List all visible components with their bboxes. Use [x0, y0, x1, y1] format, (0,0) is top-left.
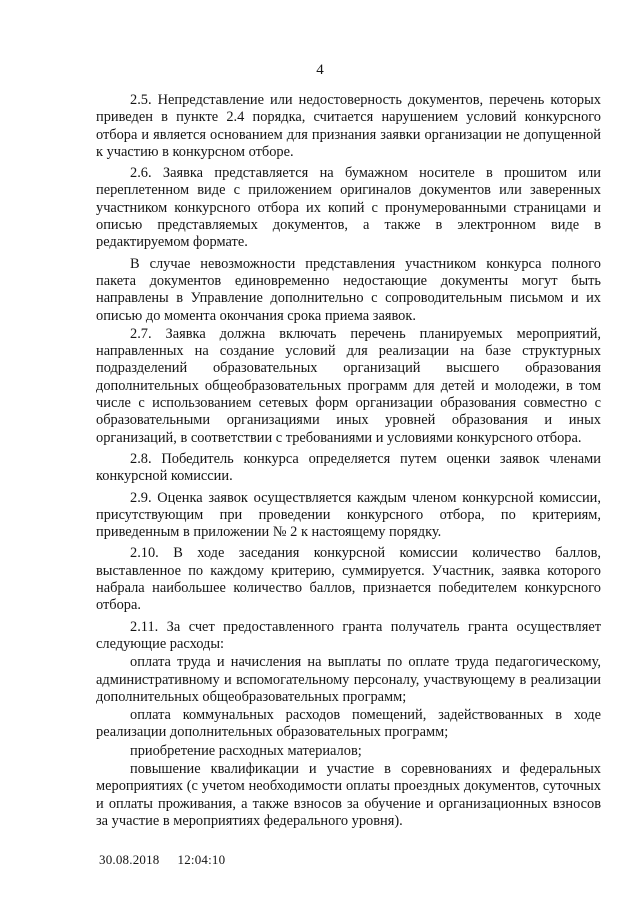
footer-time: 12:04:10 — [177, 852, 226, 867]
expense-item-utilities: оплата коммунальных расходов помещений, задействованных в ходе реализации дополнительных образовательных программ; — [96, 707, 601, 741]
footer-timestamp — [99, 852, 225, 868]
expense-item-salaries: оплата труда и начисления на выплаты по оплате труда педагогическому, административному и вспомогательному персоналу, участвующему в реализации дополнительных общеобразовательных программ; — [96, 654, 601, 705]
paragraph-2-8: 2.8. Победитель конкурса определяется путем оценки заявок членами конкурсной комиссии. — [96, 450, 601, 485]
document-body — [96, 92, 601, 830]
paragraph-2-5: 2.5. Непредставление или недостоверность документов, перечень которых приведен в пункте 2.4 порядка, считается нарушением условий конкурсного отбора и является основанием для признания заявки организации не допущенной к участию в конкурсном отборе. — [96, 92, 601, 160]
footer-date: 30.08.2018 — [99, 852, 160, 867]
page-number: 4 — [316, 62, 324, 78]
paragraph-2-9: 2.9. Оценка заявок осуществляется каждым членом конкурсной комиссии, присутствующим при проведении конкурсного отбора, по критериям, приведенным в приложении № 2 к настоящему порядку. — [96, 489, 601, 541]
paragraph-2-10: 2.10. В ходе заседания конкурсной комиссии количество баллов, выставленное по каждому критерию, суммируется. Участник, заявка которого набрала наибольшее количество баллов, признается победителем конкурсного отбора. — [96, 545, 601, 614]
expense-item-training: повышение квалификации и участие в соревнованиях и федеральных мероприятиях (с учетом необходимости оплаты проездных документов, суточных и оплаты проживания, а также взносов за обучение и организационных взносов за участие в мероприятиях федерального уровня). — [96, 760, 601, 829]
paragraph-2-7: 2.7. Заявка должна включать перечень планируемых мероприятий, направленных на создание условий для реализации на базе структурных подразделений образовательных организаций высшего образования дополнительных общеобразовательных программ для детей и молодежи, в том числе с использованием сетевых форм организации образования совместно с образовательными организациями иных уровней образования и иных организаций, в соответствии с требованиями и условиями конкурсного отбора. — [96, 325, 601, 446]
paragraph-incomplete-package: В случае невозможности представления участником конкурса полного пакета документов единовременно недостающие документы могут быть направлены в Управление дополнительно с сопроводительным письмом и их описью до момента окончания срока приема заявок. — [96, 255, 601, 324]
expense-item-materials: приобретение расходных материалов; — [130, 742, 362, 759]
paragraph-2-6: 2.6. Заявка представляется на бумажном носителе в прошитом или переплетенном виде с приложением оригиналов документов или заверенных участником конкурсного отбора их копий с пронумерованными страницами и описью представляемых документов, а также в электронном виде в редактируемом формате. — [96, 165, 601, 251]
paragraph-2-11: 2.11. За счет предоставленного гранта получатель гранта осуществляет следующие расходы: — [96, 618, 601, 652]
